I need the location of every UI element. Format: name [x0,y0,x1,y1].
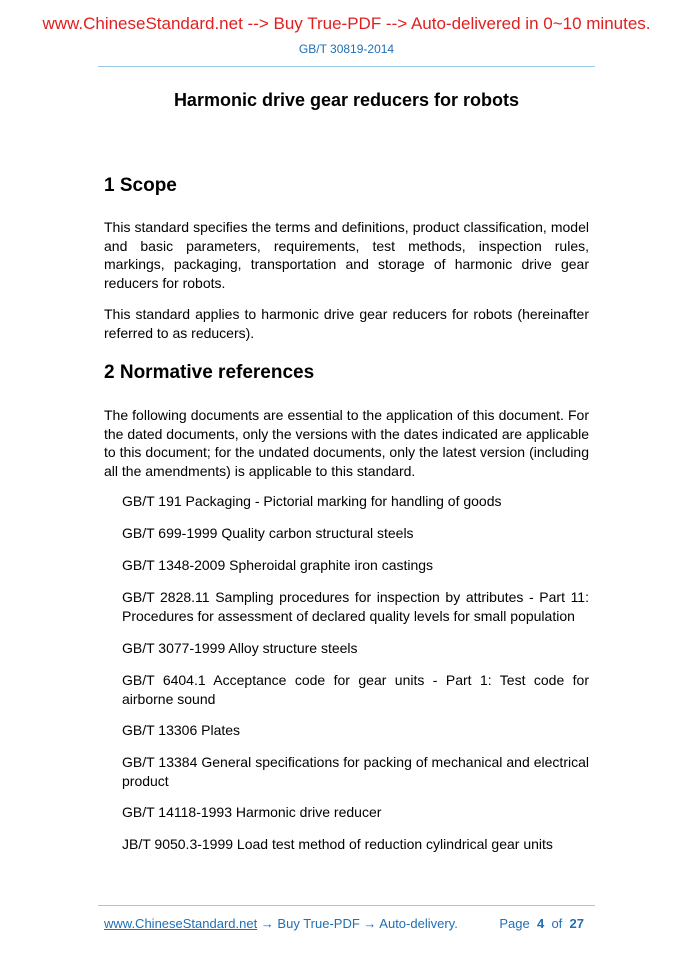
reference-item: JB/T 9050.3-1999 Load test method of reduction cylindrical gear units [122,836,553,852]
section-heading-scope: 1 Scope [104,175,177,196]
paragraph: This standard applies to harmonic drive gear reducers for robots (hereinafter referred to as reducers). [104,306,589,341]
footer-divider [98,905,595,906]
paragraph: This standard specifies the terms and definitions, product classification, model and basic parameters, requirements, test methods, inspection rules, markings, packaging, transportation and storage of harmonic drive gear reducers for robots. [104,219,589,291]
reference-item: GB/T 13306 Plates [122,722,241,738]
of-label: of [551,916,563,931]
document-title: Harmonic drive gear reducers for robots [173,90,520,110]
page-label: Page [499,916,530,931]
footer-text: → Buy True-PDF → Auto-delivery. [257,916,458,931]
reference-item: GB/T 6404.1 Acceptance code for gear units - Part 1: Test code for airborne sound [122,672,589,707]
paragraph: The following documents are essential to the application of this document. For the dated documents, only the versions with the dates indicated are applicable to this document; for the undated documents, only the latest version (including all the amendments) is applicable to this standard. [104,407,589,479]
page-total: 27 [569,916,584,931]
standard-number: GB/T 30819-2014 [298,42,395,56]
reference-item: GB/T 699-1999 Quality carbon structural steels [122,525,414,541]
reference-item: GB/T 2828.11 Sampling procedures for inspection by attributes - Part 11: Procedures for assessment of declared quality levels for small population [122,589,589,624]
reference-item: GB/T 1348-2009 Spheroidal graphite iron castings [122,557,434,573]
promo-banner: www.ChineseStandard.net --> Buy True-PDF --> Auto-delivered in 0~10 minutes. [42,14,651,33]
header-divider [98,66,595,67]
reference-item: GB/T 191 Packaging - Pictorial marking for handling of goods [122,493,502,509]
footer-link[interactable]: www.ChineseStandard.net [104,916,258,931]
reference-item: GB/T 13384 General specifications for packing of mechanical and electrical product [122,754,589,789]
section-heading-normative-references: 2 Normative references [104,362,315,383]
reference-item: GB/T 14118-1993 Harmonic drive reducer [122,804,382,820]
page-number: 4 [536,916,545,931]
page-indicator [499,916,584,931]
reference-item: GB/T 3077-1999 Alloy structure steels [122,640,358,656]
footer [104,916,584,931]
